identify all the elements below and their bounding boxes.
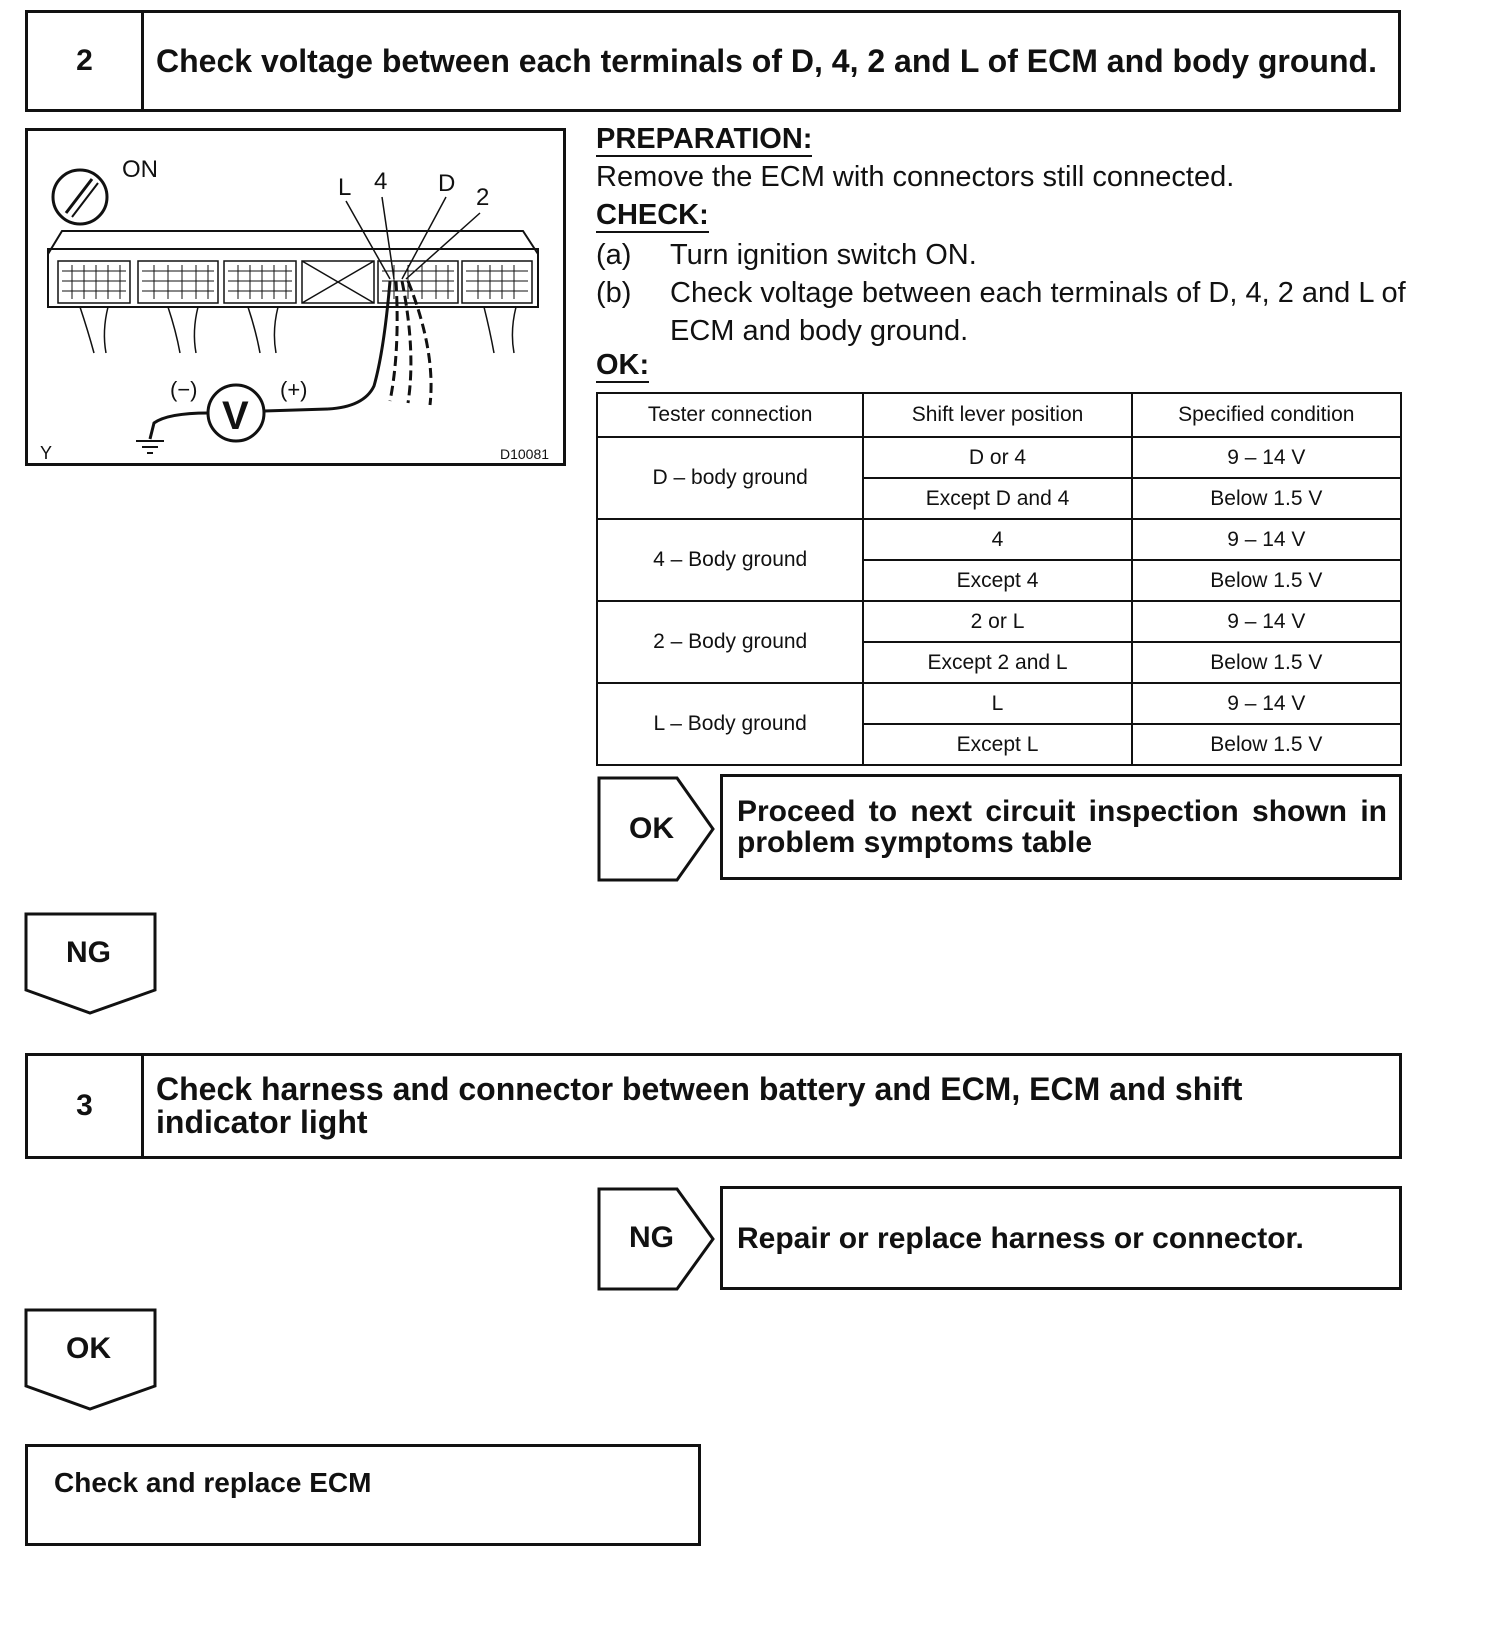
shift-position-cell: L <box>863 683 1131 724</box>
shift-position-cell: Except D and 4 <box>863 478 1131 519</box>
check-item-text: Check voltage between each terminals of D, 4, 2 and L of <box>670 277 1406 309</box>
final-action-box <box>25 1444 701 1546</box>
ok-label: OK <box>629 812 674 845</box>
plus-label: (+) <box>280 377 308 402</box>
preparation-text: Remove the ECM with connectors still connected. <box>596 161 1235 193</box>
tester-connection-cell: L – Body ground <box>597 683 863 765</box>
shift-position-cell: Except 4 <box>863 560 1131 601</box>
condition-cell: Below 1.5 V <box>1132 724 1401 765</box>
ecm-voltage-figure <box>25 128 566 466</box>
step-number: 3 <box>28 1056 144 1156</box>
ng-label: NG <box>629 1221 674 1254</box>
check-item-marker: (a) <box>596 239 632 271</box>
condition-cell: Below 1.5 V <box>1132 642 1401 683</box>
check-item-text: Turn ignition switch ON. <box>670 239 977 271</box>
voltmeter-symbol: V <box>222 394 249 438</box>
condition-cell: 9 – 14 V <box>1132 601 1401 642</box>
condition-cell: 9 – 14 V <box>1132 519 1401 560</box>
tester-connection-cell: 4 – Body ground <box>597 519 863 601</box>
terminal-label-4: 4 <box>374 168 388 195</box>
tester-connection-cell: D – body ground <box>597 437 863 519</box>
shift-position-cell: D or 4 <box>863 437 1131 478</box>
switch-on-label: ON <box>122 156 158 183</box>
ok-spec-table <box>596 392 1402 766</box>
shift-position-cell: 2 or L <box>863 601 1131 642</box>
ok-label: OK <box>66 1332 111 1365</box>
voltmeter-diagram-icon <box>28 131 563 463</box>
tester-connection-cell: 2 – Body ground <box>597 601 863 683</box>
ground-icon <box>136 441 164 453</box>
column-header: Tester connection <box>597 393 863 437</box>
ok-arrow-step2 <box>597 776 719 882</box>
condition-cell: 9 – 14 V <box>1132 437 1401 478</box>
terminal-label-l: L <box>338 174 352 201</box>
step-title: Check harness and connector between battery and ECM, ECM and shift indicator light <box>156 1071 1243 1140</box>
column-header: Shift lever position <box>863 393 1131 437</box>
ok-arrow-step3 <box>24 1308 158 1412</box>
check-item-a <box>596 236 1406 274</box>
result-repair-box: Repair or replace harness or connector. <box>720 1186 1402 1290</box>
condition-cell: 9 – 14 V <box>1132 683 1401 724</box>
shift-position-cell: 4 <box>863 519 1131 560</box>
condition-cell: Below 1.5 V <box>1132 560 1401 601</box>
table-row <box>597 601 1401 642</box>
table-row <box>597 683 1401 724</box>
ng-arrow-step2 <box>24 912 158 1016</box>
step-number: 2 <box>28 13 144 109</box>
check-heading: CHECK: <box>596 199 709 231</box>
figure-code: D10081 <box>500 446 550 462</box>
ok-heading: OK: <box>596 349 650 381</box>
shift-position-cell: Except 2 and L <box>863 642 1131 683</box>
minus-label: (−) <box>170 377 198 402</box>
final-action-text: Check and replace ECM <box>54 1467 372 1498</box>
step-title: Check voltage between each terminals of D, 4, 2 and L of ECM and body ground. <box>156 42 1377 79</box>
table-row <box>597 437 1401 478</box>
table-row <box>597 519 1401 560</box>
ng-label: NG <box>66 936 111 969</box>
corner-label: Y <box>40 443 53 463</box>
check-item-text-continued: ECM and body ground. <box>670 315 969 347</box>
table-header-row <box>597 393 1401 437</box>
shift-position-cell: Except L <box>863 724 1131 765</box>
terminal-label-d: D <box>438 170 456 197</box>
result-proceed-box: Proceed to next circuit inspection shown in problem symptoms table <box>720 774 1402 880</box>
ng-arrow-step3 <box>597 1187 719 1291</box>
condition-cell: Below 1.5 V <box>1132 478 1401 519</box>
preparation-heading: PREPARATION: <box>596 123 813 155</box>
terminal-label-2: 2 <box>476 184 490 211</box>
step-3-header <box>25 1053 1402 1159</box>
column-header: Specified condition <box>1132 393 1401 437</box>
check-item-marker: (b) <box>596 277 632 309</box>
check-item-b <box>596 274 1416 350</box>
step-2-header <box>25 10 1401 112</box>
